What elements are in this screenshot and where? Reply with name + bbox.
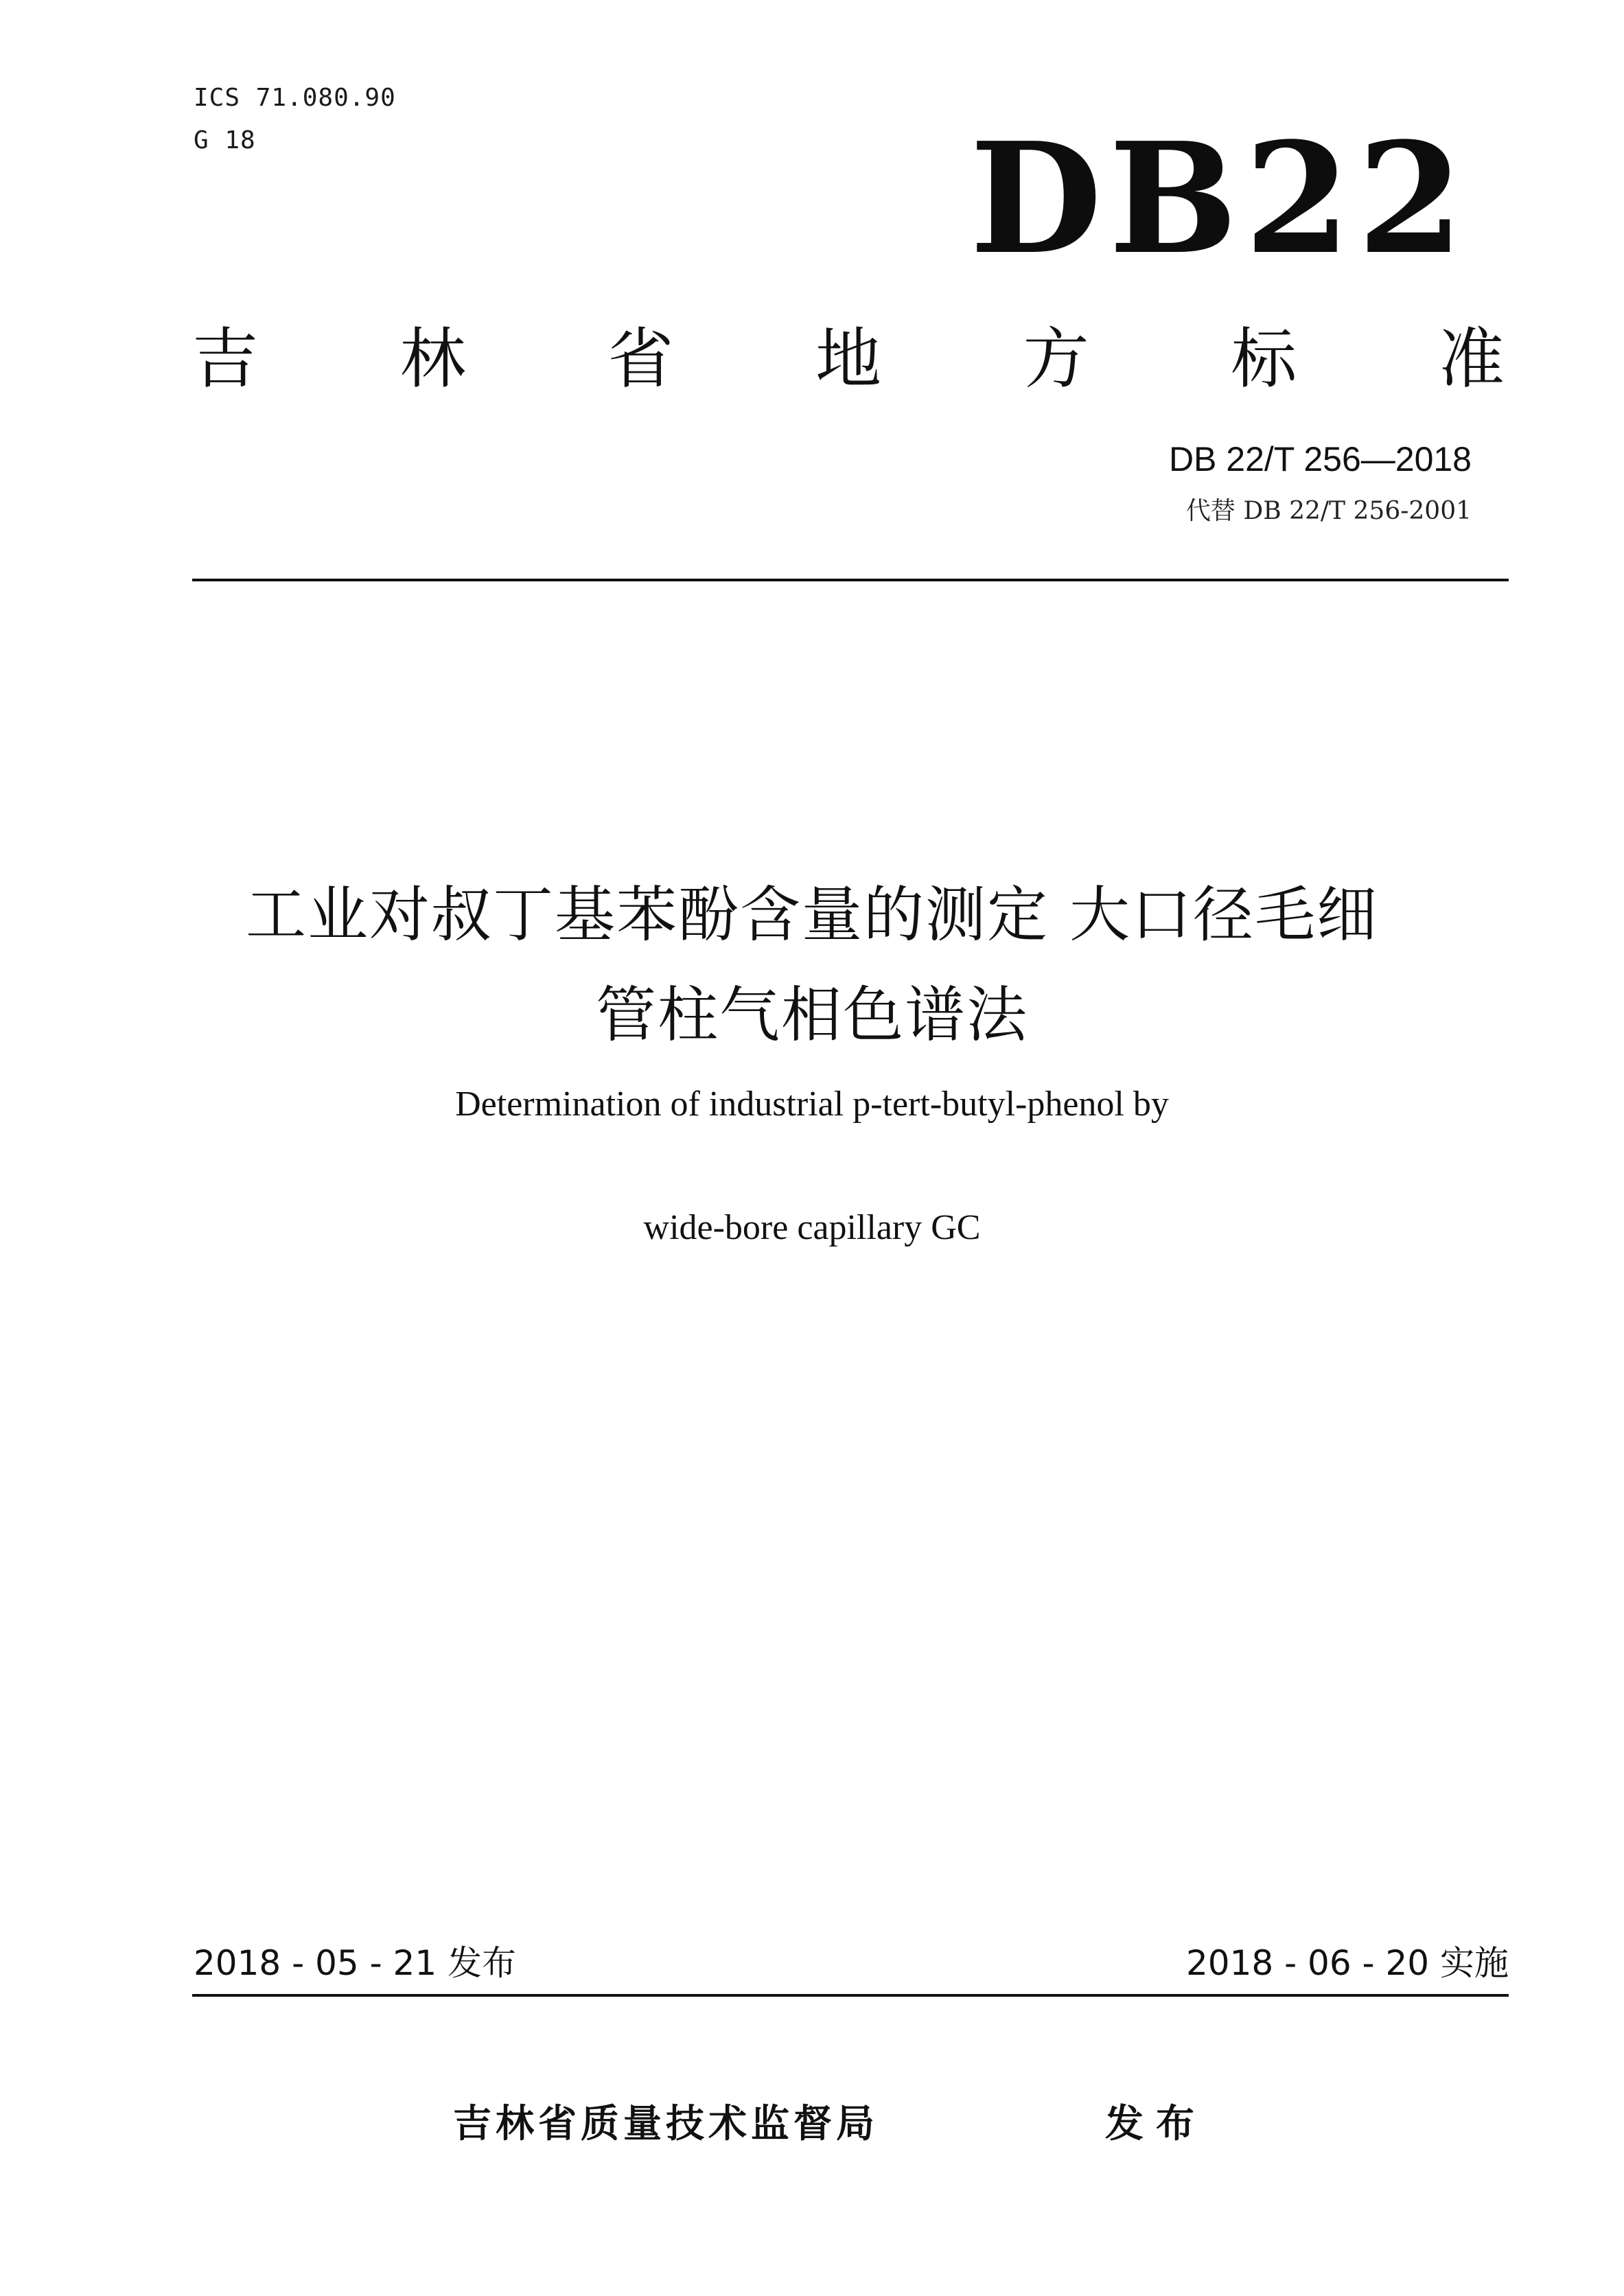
standard-type-char: 准 [1438,321,1505,397]
issuing-authority: 吉林省质量技术监督局 [453,2102,879,2146]
standard-number: DB 22/T 256—2018 [1168,440,1472,478]
release-label: 发布 [1105,2102,1207,2146]
standard-type-char: 吉 [192,321,258,397]
standard-type-char: 林 [399,321,466,397]
standard-logo: DB22 [969,110,1470,288]
bottom-divider [192,1994,1509,1997]
standard-type-char: 标 [1231,321,1297,397]
issue-date: 2018 - 05 - 21 发布 [194,1943,517,1983]
top-divider [192,579,1509,581]
ics-code: ICS 71.080.90 [194,84,396,112]
title-en-line1: Determination of industrial p-tert-butyl-phenol by [455,1085,1169,1124]
title-en-line2: wide-bore capillary GC [643,1208,981,1247]
title-cn-line1: 工业对叔丁基苯酚含量的测定 大口径毛细 [246,879,1378,950]
standard-type-char: 方 [1023,321,1089,397]
standard-type-heading [192,321,1505,397]
classification-code: G 18 [194,126,256,154]
implementation-date: 2018 - 06 - 20 实施 [1185,1943,1509,1983]
replaces-note: 代替 DB 22/T 256-2001 [1185,497,1472,525]
standard-type-char: 省 [607,321,674,397]
title-cn-line2: 管柱气相色谱法 [595,979,1028,1050]
standard-type-char: 地 [815,321,881,397]
